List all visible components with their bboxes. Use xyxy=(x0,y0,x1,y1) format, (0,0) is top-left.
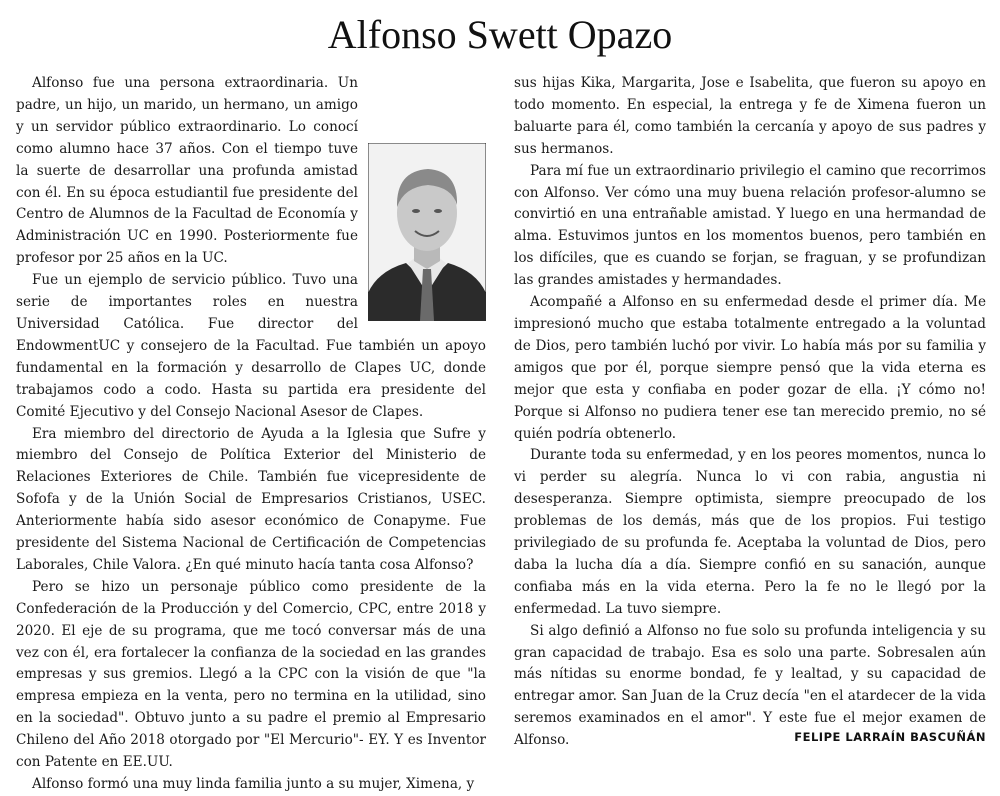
paragraph: Acompañé a Alfonso en su enfermedad desde el primer día. Me impresionó mucho que estaba totalmente entregado a la voluntad de Dios, pero también luchó por vivir. Lo había más por su familia y amigos que por él, porque siempre pensó que la vida eterna es mejor que esta y confiaba en poder gozar de ella. ¡Y cómo no! Porque si Alfonso no pudiera tener ese tan merecido premio, no sé quién podría obtenerlo. xyxy=(514,294,986,442)
right-column xyxy=(514,73,986,752)
paragraph: Pero se hizo un personaje público como presidente de la Confederación de la Producción y del Comercio, CPC, entre 2018 y 2020. El eje de su programa, que me tocó conversar más de una vez con él, era fortalecer la confianza de la sociedad en las grandes empresas y sus gremios. Llegó a la CPC con la visión de que "la empresa empieza en la venta, pero no termina en la utilidad, sino en la sociedad". Obtuvo junto a su padre el premio al Empresario Chileno del Año 2018 otorgado por "El Mercurio"- EY. Y es Inventor con Patente en EE.UU. xyxy=(16,578,486,771)
paragraph: Alfonso fue una persona extraordinaria. Un padre, un hijo, un marido, un hermano, un amigo y un servidor público extraordinario. Lo conocí como alumno hace 37 años. Con el tiempo tuve la suerte de desarrollar una profunda amistad con él. En su época estudiantil fue presidente del Centro de Alumnos de la Facultad de Economía y Administración UC en 1990. Posteriormente fue profesor por 25 años en la UC. xyxy=(16,75,358,267)
paragraph-continued: sus hijas Kika, Margarita, Jose e Isabelita, que fueron su apoyo en todo momento. En especial, la entrega y fe de Ximena fueron un baluarte para él, como también la cercanía y apoyo de sus padres y sus hermanos. xyxy=(514,75,986,157)
paragraph: Fue un ejemplo de servicio público. Tuvo una serie de importantes roles en nuestra Universidad Católica. Fue director del EndowmentUC y consejero de la Facultad. Fue también un apoyo fundamental en la formación y desarrollo de Clapes UC, donde trabajamos codo a codo. Hasta su partida era presidente del Comité Ejecutivo y del Consejo Nacional Asesor de Clapes. xyxy=(16,272,486,420)
paragraph: Era miembro del directorio de Ayuda a la Iglesia que Sufre y miembro del Consejo de Política Exterior del Ministerio de Relaciones Exteriores de Chile. También fue vicepresidente de Sofofa y de la Unión Social de Empresarios Cristianos, USEC. Anteriormente había sido asesor económico de Conapyme. Fue presidente del Sistema Nacional de Certificación de Competencias Laborales, Chile Valora. ¿En qué minuto hacía tanta cosa Alfonso? xyxy=(16,425,486,573)
paragraph: Durante toda su enfermedad, y en los peores momentos, nunca lo vi perder su alegría. Nunca lo vi con rabia, angustia ni desesperanza. Siempre optimista, siempre preocupado de los problemas de los demás, más que de los propios. Fui testigo privilegiado de su profunda fe. Aceptaba la voluntad de Dios, pero daba la lucha día a día. Siempre confió en su sanación, aunque confiaba más en la vida eterna. Pero la fe no le llegó por la enfermedad. La tuvo siempre. xyxy=(514,447,986,617)
portrait-icon xyxy=(368,143,486,321)
paragraph: Alfonso formó una muy linda familia junto a su mujer, Ximena, y xyxy=(32,776,475,792)
author-byline: FELIPE LARRAÍN BASCUÑÁN xyxy=(794,730,986,744)
article-title: Alfonso Swett Opazo xyxy=(327,12,673,57)
paragraph: Si algo definió a Alfonso no fue solo su profunda inteligencia y su gran capacidad de trabajo. Esa es solo una parte. Sobresalen aún más nítidas su enorme bondad, fe y lealtad, y su capacidad de entregar amor. San Juan de la Cruz decía "en el atardecer de la vida seremos examinados en el amor". Y este fue el mejor examen de Alfonso. xyxy=(514,622,986,749)
portrait-photo xyxy=(368,143,486,321)
paragraph: Para mí fue un extraordinario privilegio el camino que recorrimos con Alfonso. Ver cómo una muy buena relación profesor-alumno se convirtió en una entrañable amistad. Y luego en una hermandad de alma. Estuvimos juntos en los momentos buenos, pero también en los difíciles, que es cuando se forjan, se fraguan, y se profundizan las grandes amistades y hermandades. xyxy=(514,162,986,289)
left-column xyxy=(16,73,486,796)
